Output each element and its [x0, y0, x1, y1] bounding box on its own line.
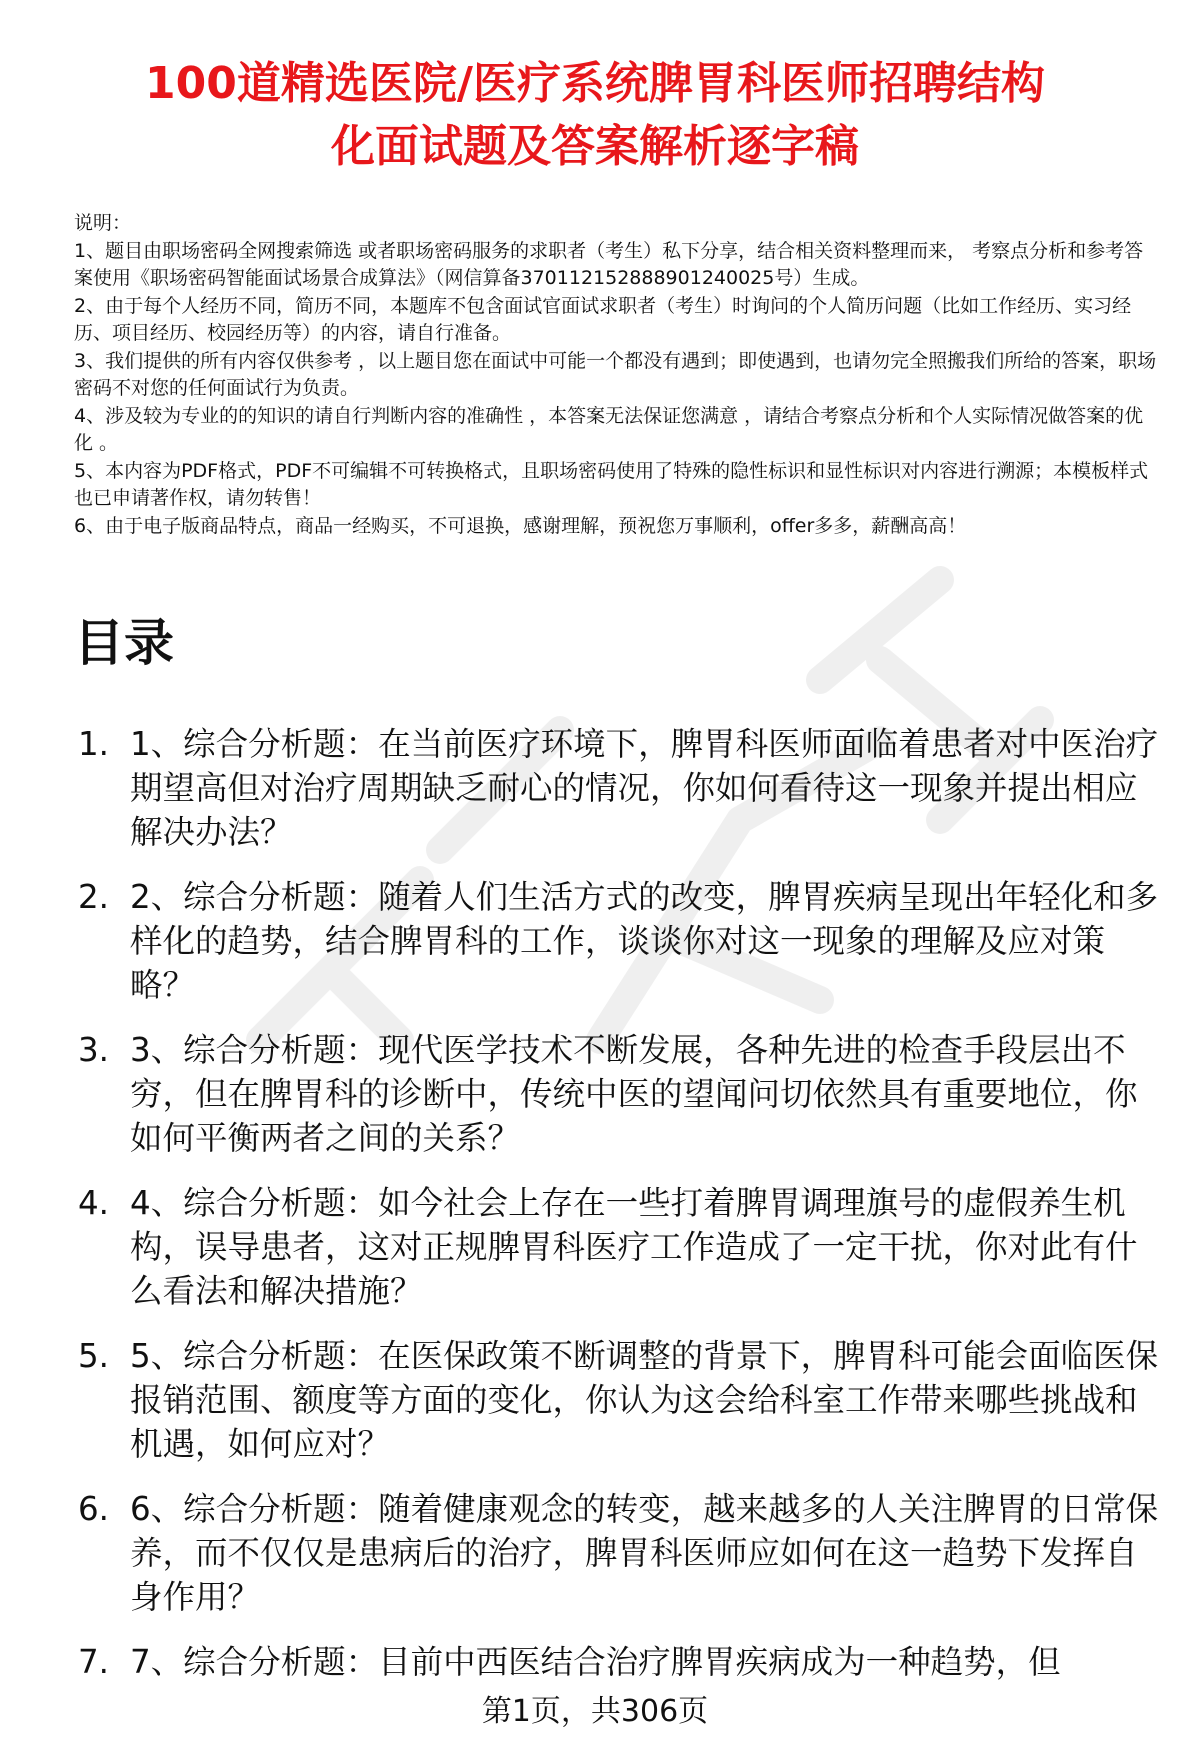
note-item: 2、由于每个人经历不同，简历不同，本题库不包含面试官面试求职者（考生）时询问的个人简历问题（比如工作经历、实习经历、项目经历、校园经历等）的内容，请自行准备。 — [74, 294, 1132, 344]
table-of-contents — [78, 722, 1168, 1684]
toc-item-text: 4、综合分析题：如今社会上存在一些打着脾胃调理旗号的虚假养生机构，误导患者，这对正规脾胃科医疗工作造成了一定干扰，你对此有什么看法和解决措施？ — [130, 1184, 1138, 1310]
toc-item[interactable] — [78, 722, 1168, 854]
toc-item-text: 5、综合分析题：在医保政策不断调整的背景下，脾胃科可能会面临医保报销范围、额度等方面的变化，你认为这会给科室工作带来哪些挑战和机遇，如何应对？ — [130, 1337, 1159, 1463]
toc-item-text: 6、综合分析题：随着健康观念的转变，越来越多的人关注脾胃的日常保养，而不仅仅是患病后的治疗，脾胃科医师应如何在这一趋势下发挥自身作用？ — [130, 1490, 1159, 1616]
toc-item-number: 5. — [78, 1337, 110, 1375]
toc-item[interactable] — [78, 875, 1168, 1007]
document-title — [60, 52, 1130, 178]
toc-heading: 目录 — [74, 614, 174, 672]
page-number: 第1页，共306页 — [481, 1694, 709, 1729]
note-item: 3、我们提供的所有内容仅供参考 ，以上题目您在面试中可能一个都没有遇到；即使遇到，也请勿完全照搬我们所给的答案，职场密码不对您的任何面试行为负责。 — [74, 349, 1157, 399]
toc-item-number: 1. — [78, 725, 110, 763]
title-line-1: 100道精选医院/医疗系统脾胃科医师招聘结构 — [145, 58, 1045, 109]
toc-item[interactable] — [78, 1487, 1168, 1619]
toc-item-number: 4. — [78, 1184, 110, 1222]
toc-item-text: 7、综合分析题：目前中西医结合治疗脾胃疾病成为一种趋势，但 — [130, 1643, 1061, 1681]
title-line-2: 化面试题及答案解析逐字稿 — [331, 121, 859, 172]
toc-item-text: 2、综合分析题：随着人们生活方式的改变，脾胃疾病呈现出年轻化和多样化的趋势，结合脾胃科的工作，谈谈你对这一现象的理解及应对策略？ — [130, 878, 1159, 1004]
toc-item[interactable] — [78, 1028, 1168, 1160]
toc-item-number: 6. — [78, 1490, 110, 1528]
toc-item[interactable] — [78, 1334, 1168, 1466]
toc-item-number: 7. — [78, 1643, 110, 1681]
note-item: 4、涉及较为专业的的知识的请自行判断内容的准确性 ，本答案无法保证您满意 ，请结合考察点分析和个人实际情况做答案的优化 。 — [74, 404, 1144, 454]
toc-item-text: 1、综合分析题：在当前医疗环境下，脾胃科医师面临着患者对中医治疗期望高但对治疗周期缺乏耐心的情况，你如何看待这一现象并提出相应解决办法？ — [130, 725, 1159, 851]
note-item: 1、题目由职场密码全网搜索筛选 或者职场密码服务的求职者（考生）私下分享，结合相关资料整理而来， 考察点分析和参考答案使用《职场密码智能面试场景合成算法》（网信算备370112152888901240025号）生成。 — [74, 239, 1144, 289]
toc-item-number: 3. — [78, 1031, 110, 1069]
toc-item[interactable] — [78, 1181, 1168, 1313]
toc-item-text: 3、综合分析题：现代医学技术不断发展，各种先进的检查手段层出不穷，但在脾胃科的诊断中，传统中医的望闻问切依然具有重要地位，你如何平衡两者之间的关系？ — [130, 1031, 1138, 1157]
toc-item-number: 2. — [78, 878, 110, 916]
toc-item[interactable] — [78, 1640, 1168, 1684]
notes-heading: 说明： — [74, 212, 132, 234]
notes-section — [74, 210, 1159, 540]
note-item: 5、本内容为PDF格式，PDF不可编辑不可转换格式，且职场密码使用了特殊的隐性标识和显性标识对内容进行溯源；本模板样式也已申请著作权，请勿转售！ — [74, 459, 1149, 509]
note-item: 6、由于电子版商品特点，商品一经购买，不可退换，感谢理解，预祝您万事顺利，offer多多，薪酬高高！ — [74, 514, 967, 537]
